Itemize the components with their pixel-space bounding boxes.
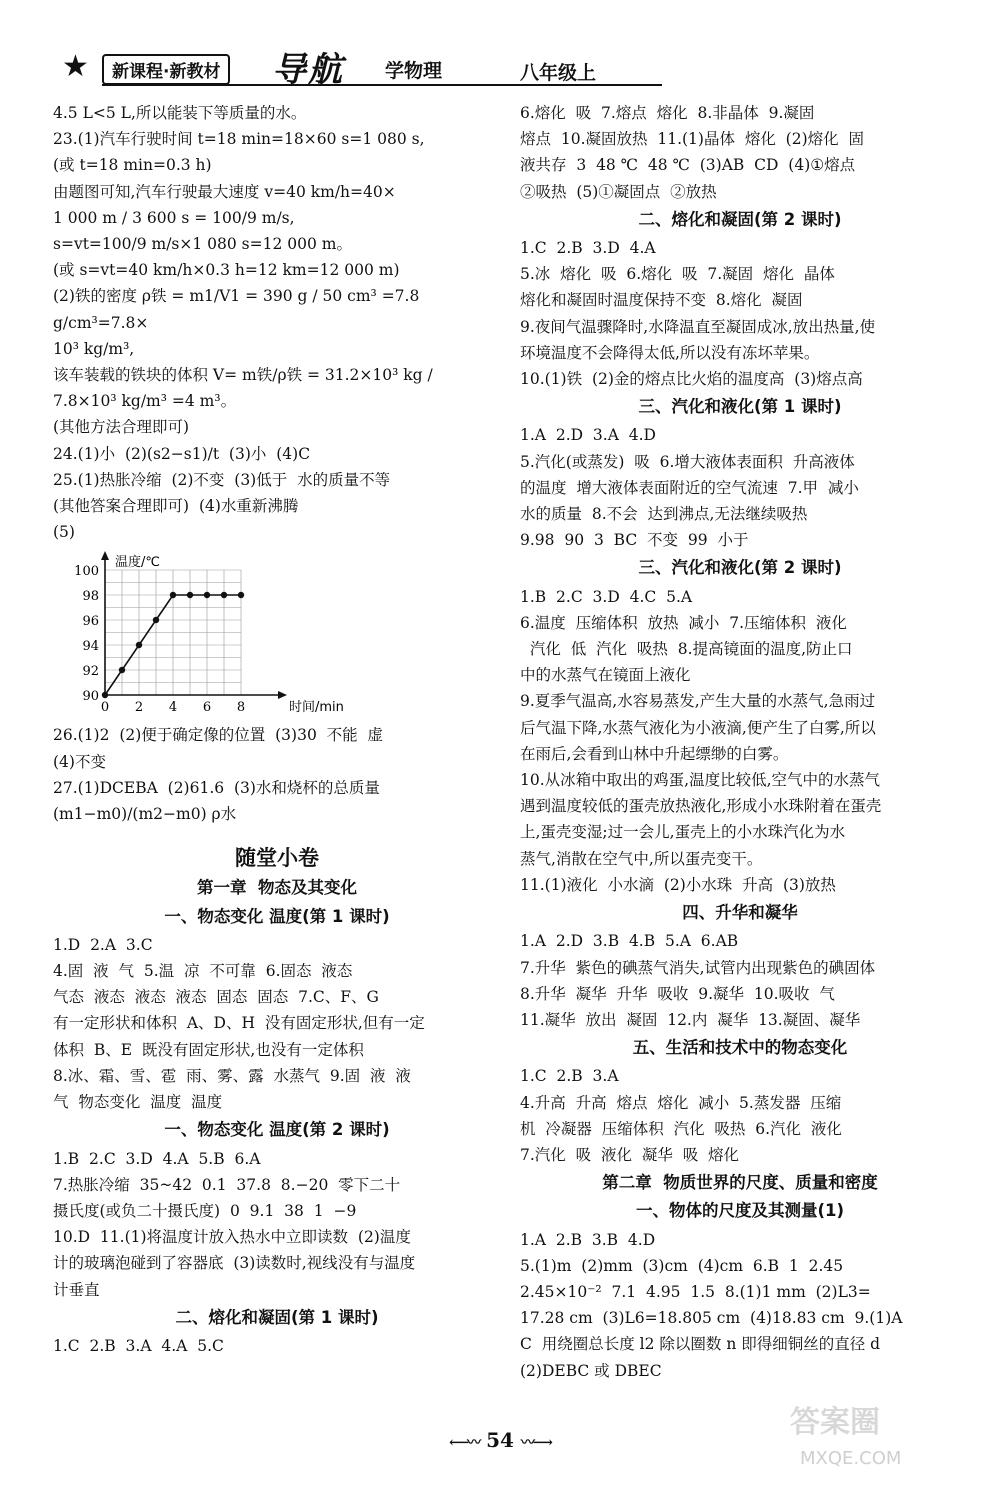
answer-line: 7.升华 紫色的碘蒸气消失,试管内出现紫色的碘固体 bbox=[520, 958, 876, 977]
section-title: 三、汽化和液化(第 1 课时) bbox=[638, 397, 842, 417]
answer-line: 1.C 2.B 3.A 4.A 5.C bbox=[53, 1336, 224, 1355]
x-tick-label: 2 bbox=[134, 700, 144, 716]
answer-line: (2)铁的密度 ρ铁 = m1/V1 = 390 g / 50 cm³ =7.8 g/cm³=7.8× bbox=[53, 287, 425, 332]
left-column bbox=[53, 100, 501, 1359]
answer-line: 的温度 增大液体表面附近的空气流速 7.甲 减小 bbox=[520, 478, 859, 497]
brand-logo: 导航 bbox=[272, 50, 344, 90]
answer-line: 23.(1)汽车行驶时间 t=18 min=18×60 s=1 080 s, bbox=[53, 130, 425, 149]
answer-line: 1.B 2.C 3.D 4.C 5.A bbox=[520, 587, 693, 606]
answer-line: 8.冰、霜、雪、雹 雨、雾、露 水蒸气 9.固 液 液 bbox=[53, 1066, 411, 1085]
answer-line: (其他答案合理即可) (4)水重新沸腾 bbox=[53, 497, 299, 516]
answer-line: 1.C 2.B 3.A bbox=[520, 1067, 619, 1086]
answer-line: 9.98 90 3 BC 不变 99 小于 bbox=[520, 531, 749, 550]
answer-line: 5.冰 熔化 吸 6.熔化 吸 7.凝固 熔化 晶体 bbox=[520, 265, 835, 284]
answer-line: 计垂直 bbox=[53, 1280, 100, 1299]
x-tick-label: 6 bbox=[202, 700, 212, 716]
page-number: 54 bbox=[486, 1428, 514, 1452]
section-title: 四、升华和凝华 bbox=[682, 903, 798, 923]
answer-line: 10³ kg/m³, bbox=[53, 339, 135, 358]
temperature-chart bbox=[53, 547, 501, 722]
answer-line: 由题图可知,汽车行驶最大速度 v=40 km/h=40× bbox=[53, 182, 396, 201]
answer-line: 25.(1)热胀冷缩 (2)不变 (3)低于 水的质量不等 bbox=[53, 470, 391, 489]
answer-line: 10.D 11.(1)将温度计放入热水中立即读数 (2)温度 bbox=[53, 1228, 411, 1247]
answer-line: 气 物态变化 温度 温度 bbox=[53, 1093, 223, 1112]
y-axis-label: 温度/℃ bbox=[115, 555, 160, 571]
answer-line: 9.夏季气温高,水容易蒸发,产生大量的水蒸气,急雨过 bbox=[520, 692, 876, 711]
answer-line: 环境温度不会降得太低,所以没有冻坏苹果。 bbox=[520, 343, 820, 362]
x-axis-arrow bbox=[278, 691, 287, 699]
left-answers-after bbox=[53, 722, 501, 827]
answer-line: 6.温度 压缩体积 放热 减小 7.压缩体积 液化 bbox=[520, 613, 847, 632]
section-title: 五、生活和技术中的物态变化 bbox=[632, 1038, 848, 1058]
answer-line: (2)DEBC 或 DBEC bbox=[520, 1361, 662, 1380]
data-point bbox=[102, 692, 108, 698]
section-title: 三、汽化和液化(第 2 课时) bbox=[638, 558, 842, 578]
answer-line: (其他方法合理即可) bbox=[53, 418, 190, 437]
y-tick-label: 98 bbox=[82, 589, 99, 605]
watermark-url: MXQE.COM bbox=[800, 1448, 902, 1469]
y-tick-label: 96 bbox=[82, 614, 99, 630]
answer-line: 4.升高 升高 熔点 熔化 减小 5.蒸发器 压缩 bbox=[520, 1093, 842, 1112]
left-sections bbox=[53, 904, 501, 1359]
answer-line: 计的玻璃泡碰到了容器底 (3)读数时,视线没有与温度 bbox=[53, 1254, 416, 1273]
answer-line: 26.(1)2 (2)便于确定像的位置 (3)30 不能 虚 bbox=[53, 726, 384, 745]
answer-line: C 用绕圈总长度 l2 除以圈数 n 即得细铜丝的直径 d bbox=[520, 1335, 881, 1354]
answer-line: 1.A 2.D 3.B 4.B 5.A 6.AB bbox=[520, 932, 739, 951]
section-title: 二、熔化和凝固(第 1 课时) bbox=[175, 1307, 379, 1327]
answer-line: 10.从冰箱中取出的鸡蛋,温度比较低,空气中的水蒸气 bbox=[520, 771, 881, 790]
answer-line: 5.(1)m (2)mm (3)cm (4)cm 6.B 1 2.45 bbox=[520, 1256, 844, 1275]
answer-line: 5.汽化(或蒸发) 吸 6.增大液体表面积 升高液体 bbox=[520, 452, 855, 471]
answer-line: 熔点 10.凝固放热 11.(1)晶体 熔化 (2)熔化 固 bbox=[520, 130, 864, 149]
answer-line: (m1−m0)/(m2−m0) ρ水 bbox=[53, 805, 237, 824]
answer-line: 24.(1)小 (2)(s2−s1)/t (3)小 (4)C bbox=[53, 444, 311, 463]
answer-line: 液共存 3 48 ℃ 48 ℃ (3)AB CD (4)①熔点 bbox=[520, 156, 856, 175]
answer-line: 2.45×10⁻² 7.1 4.95 1.5 8.(1)1 mm (2)L3= bbox=[520, 1282, 871, 1301]
footer-ornament-left: ⟵〰 bbox=[449, 1435, 480, 1451]
answer-line: 1.D 2.A 3.C bbox=[53, 935, 153, 954]
page-header bbox=[40, 38, 960, 88]
answer-line: 4.5 L<5 L,所以能装下等质量的水。 bbox=[53, 104, 307, 122]
section-title: 一、物体的尺度及其测量(1) bbox=[635, 1201, 845, 1221]
watermark-logo: 答案圈 bbox=[790, 1405, 880, 1440]
answer-line: 1 000 m / 3 600 s = 100/9 m/s, bbox=[53, 208, 295, 227]
answer-line: 7.汽化 吸 液化 凝华 吸 熔化 bbox=[520, 1145, 740, 1164]
answer-line: 1.A 2.B 3.B 4.D bbox=[520, 1230, 656, 1249]
header-rule bbox=[102, 84, 662, 86]
answer-line: 11.(1)液化 小水滴 (2)小水珠 升高 (3)放热 bbox=[520, 875, 836, 894]
grade-label: 八年级上 bbox=[520, 62, 597, 84]
answer-line: (4)不变 bbox=[53, 752, 106, 771]
chapter-one-title: 第一章 物态及其变化 bbox=[197, 878, 357, 898]
answer-line: 后气温下降,水蒸气液化为小液滴,便产生了白雾,所以 bbox=[520, 718, 876, 737]
answer-line: 9.夜间气温骤降时,水降温直至凝固成冰,放出热量,使 bbox=[520, 317, 876, 336]
section-title: 一、物态变化 温度(第 2 课时) bbox=[164, 1120, 390, 1140]
answer-line: 体积 B、E 既没有固定形状,也没有一定体积 bbox=[53, 1040, 364, 1059]
answer-line: 汽化 低 汽化 吸热 8.提高镜面的温度,防止口 bbox=[520, 640, 853, 659]
answer-line: 8.升华 凝华 升华 吸收 9.凝华 10.吸收 气 bbox=[520, 984, 835, 1003]
answer-line: ②吸热 (5)①凝固点 ②放热 bbox=[520, 182, 717, 201]
star-icon: ★ bbox=[62, 49, 89, 84]
right-last-section bbox=[520, 1198, 960, 1383]
answer-line: 上,蛋壳变湿;过一会儿,蛋壳上的小水珠汽化为水 bbox=[520, 823, 846, 842]
data-point bbox=[204, 592, 210, 598]
answer-line: 水的质量 8.不会 达到沸点,无法继续吸热 bbox=[520, 505, 808, 524]
right-answers-top bbox=[520, 100, 960, 205]
chapter-two-title: 第二章 物质世界的尺度、质量和密度 bbox=[602, 1173, 878, 1193]
answer-line: 熔化和凝固时温度保持不变 8.熔化 凝固 bbox=[520, 291, 803, 310]
answer-line: 气态 液态 液态 液态 固态 固态 7.C、F、G bbox=[53, 988, 379, 1007]
answer-line: 1.A 2.D 3.A 4.D bbox=[520, 426, 656, 445]
answer-line: s=vt=100/9 m/s×1 080 s=12 000 m。 bbox=[53, 235, 352, 254]
section-title: 二、熔化和凝固(第 2 课时) bbox=[638, 209, 842, 229]
subject-title: 学物理 bbox=[385, 60, 443, 82]
answer-line: 该车装载的铁块的体积 V= m铁/ρ铁 = 31.2×10³ kg / 7.8×10³ kg/m³ =4 m³。 bbox=[53, 366, 438, 411]
y-tick-label: 90 bbox=[82, 689, 99, 705]
x-tick-label: 4 bbox=[168, 700, 178, 716]
answer-line: 有一定形状和体积 A、D、H 没有固定形状,但有一定 bbox=[53, 1014, 425, 1033]
answer-line: 6.熔化 吸 7.熔点 熔化 8.非晶体 9.凝固 bbox=[520, 104, 815, 122]
y-axis-arrow bbox=[101, 551, 109, 560]
right-sections bbox=[520, 207, 960, 1168]
answer-line: 遇到温度较低的蛋壳放热液化,形成小水珠附着在蛋壳 bbox=[520, 797, 882, 816]
answer-line: 在雨后,会看到山林中升起缥缈的白雾。 bbox=[520, 744, 789, 763]
x-tick-label: 8 bbox=[236, 700, 246, 716]
footer-ornament-right: 〰⟶ bbox=[520, 1435, 551, 1451]
answer-line: 11.凝华 放出 凝固 12.内 凝华 13.凝固、凝华 bbox=[520, 1010, 861, 1029]
big-title: 随堂小卷 bbox=[235, 846, 319, 871]
chart-svg bbox=[53, 547, 353, 722]
answer-line: (或 t=18 min=0.3 h) bbox=[53, 156, 212, 175]
series-badge: 新课程·新教材 bbox=[102, 54, 230, 85]
x-axis-label: 时间/min bbox=[289, 700, 344, 716]
y-tick-label: 94 bbox=[82, 639, 99, 655]
data-point bbox=[221, 592, 227, 598]
answer-line: 17.28 cm (3)L6=18.805 cm (4)18.83 cm 9.(1)A bbox=[520, 1309, 903, 1328]
x-tick-label: 0 bbox=[100, 700, 110, 716]
answer-line: 摄氏度(或负二十摄氏度) 0 9.1 38 1 −9 bbox=[53, 1201, 357, 1220]
data-point bbox=[187, 592, 193, 598]
y-tick-label: 100 bbox=[74, 564, 99, 580]
answer-line: 27.(1)DCEBA (2)61.6 (3)水和烧杯的总质量 bbox=[53, 778, 380, 797]
answer-line: 7.热胀冷缩 35~42 0.1 37.8 8.−20 零下二十 bbox=[53, 1175, 401, 1194]
answer-line: 1.C 2.B 3.D 4.A bbox=[520, 239, 656, 258]
right-column bbox=[520, 100, 960, 1384]
answer-line: (或 s=vt=40 km/h×0.3 h=12 km=12 000 m) bbox=[53, 261, 400, 280]
data-point bbox=[238, 592, 244, 598]
answer-line: 1.B 2.C 3.D 4.A 5.B 6.A bbox=[53, 1149, 261, 1168]
answer-line: 中的水蒸气在镜面上液化 bbox=[520, 666, 691, 685]
left-answers-top bbox=[53, 100, 501, 545]
answer-line: 10.(1)铁 (2)金的熔点比火焰的温度高 (3)熔点高 bbox=[520, 370, 863, 389]
answer-line: 4.固 液 气 5.温 凉 不可靠 6.固态 液态 bbox=[53, 962, 353, 981]
answer-line: 机 冷凝器 压缩体积 汽化 吸热 6.汽化 液化 bbox=[520, 1119, 842, 1138]
data-point bbox=[119, 667, 125, 673]
answer-line: 蒸气,消散在空气中,所以蛋壳变干。 bbox=[520, 849, 763, 868]
y-tick-label: 92 bbox=[82, 664, 99, 680]
data-point bbox=[136, 642, 142, 648]
data-point bbox=[170, 592, 176, 598]
section-title: 一、物态变化 温度(第 1 课时) bbox=[164, 906, 390, 926]
answer-line: (5) bbox=[53, 523, 75, 542]
data-point bbox=[153, 617, 159, 623]
